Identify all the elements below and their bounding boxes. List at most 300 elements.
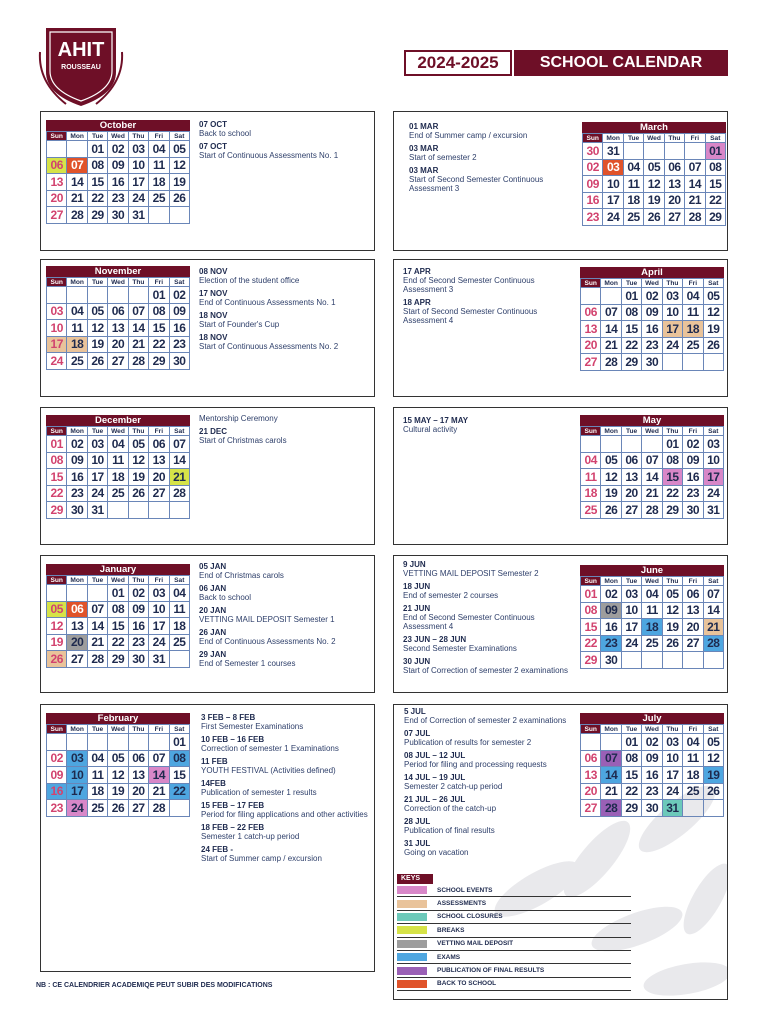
calendar-note <box>403 416 573 434</box>
note-date: 05 JAN <box>199 562 227 571</box>
calendar-note <box>199 414 371 423</box>
day-cell: 06 <box>128 750 148 767</box>
day-cell: 21 <box>703 619 723 636</box>
day-cell: 08 <box>662 452 682 469</box>
note-text: Publication of results for semester 2 <box>404 738 532 747</box>
key-item <box>397 884 631 897</box>
day-cell: 05 <box>87 303 107 320</box>
day-cell: 17 <box>128 174 148 191</box>
weekday-header: Tue <box>87 278 107 287</box>
calendar-note <box>201 713 373 731</box>
weekday-header: Sat <box>169 576 189 585</box>
calendar-note <box>199 289 371 307</box>
day-cell <box>149 734 169 751</box>
day-cell: 14 <box>703 602 723 619</box>
weekday-header: Thu <box>662 725 682 734</box>
note-text: YOUTH FESTIVAL (Activities defined) <box>201 766 336 775</box>
note-date: 20 JAN <box>199 606 227 615</box>
weekday-header: Thu <box>664 134 684 143</box>
day-cell: 27 <box>664 209 684 226</box>
footer-label: NB : <box>36 982 51 989</box>
calendar-note <box>199 628 371 646</box>
note-date: 14 JUL – 19 JUL <box>404 773 466 782</box>
day-cell: 13 <box>67 618 87 635</box>
day-cell: 15 <box>621 321 641 338</box>
weekday-header: Thu <box>662 427 682 436</box>
note-text: Start of Summer camp / excursion <box>201 854 322 863</box>
key-swatch <box>397 886 427 894</box>
day-cell: 25 <box>149 190 169 207</box>
day-cell: 24 <box>703 485 723 502</box>
day-cell: 26 <box>703 337 723 354</box>
day-cell: 01 <box>87 141 107 158</box>
day-cell <box>642 652 662 669</box>
day-cell: 03 <box>662 288 682 305</box>
calendar-may <box>580 415 724 519</box>
calendar-note <box>404 751 576 769</box>
weekday-header: Sun <box>581 725 601 734</box>
weekday-header: Wed <box>642 577 662 586</box>
day-cell: 25 <box>87 800 107 817</box>
day-cell <box>703 652 723 669</box>
weekday-header: Sun <box>581 577 601 586</box>
notes-january <box>199 562 371 672</box>
day-cell <box>87 734 107 751</box>
note-text: End of Summer camp / excursion <box>409 131 528 140</box>
day-cell: 07 <box>642 452 662 469</box>
note-text: End of Continuous Assessments No. 1 <box>199 298 336 307</box>
day-cell: 26 <box>601 502 621 519</box>
day-cell: 27 <box>149 485 169 502</box>
day-cell: 07 <box>601 750 621 767</box>
day-cell: 22 <box>621 783 641 800</box>
weekday-header: Sat <box>169 725 189 734</box>
note-text: End of Second Semester Continuous Assessment 3 <box>403 276 535 294</box>
day-cell: 21 <box>601 337 621 354</box>
day-cell: 18 <box>108 469 128 486</box>
day-cell: 12 <box>644 176 664 193</box>
day-cell: 16 <box>583 192 603 209</box>
day-cell: 27 <box>581 354 601 371</box>
day-cell: 27 <box>621 502 641 519</box>
calendar-note <box>199 120 371 138</box>
weekday-header: Sun <box>47 725 67 734</box>
day-cell: 09 <box>128 601 148 618</box>
calendar-april <box>580 267 724 371</box>
day-cell: 16 <box>108 174 128 191</box>
calendar-note <box>199 267 371 285</box>
day-cell: 01 <box>621 734 641 751</box>
day-cell: 18 <box>683 767 703 784</box>
day-cell: 15 <box>108 618 128 635</box>
day-cell: 08 <box>621 304 641 321</box>
day-cell: 26 <box>47 651 67 668</box>
weekday-header: Sun <box>47 427 67 436</box>
day-cell: 13 <box>581 767 601 784</box>
note-text: Correction of semester 1 Examinations <box>201 744 339 753</box>
day-cell: 02 <box>108 141 128 158</box>
day-cell: 18 <box>169 618 189 635</box>
day-cell: 11 <box>149 157 169 174</box>
key-swatch <box>397 940 427 948</box>
calendar-note <box>199 311 371 329</box>
weekday-header: Thu <box>128 427 148 436</box>
day-cell: 31 <box>128 207 148 224</box>
day-cell: 23 <box>128 634 148 651</box>
note-text: End of Semester 1 courses <box>199 659 296 668</box>
day-cell: 15 <box>662 469 682 486</box>
day-cell: 21 <box>128 336 148 353</box>
key-swatch <box>397 900 427 908</box>
day-cell: 17 <box>67 783 87 800</box>
key-label: EXAMS <box>437 953 461 961</box>
day-cell <box>662 354 682 371</box>
day-cell: 22 <box>621 337 641 354</box>
note-text: End of Second Semester Continuous Assessment 4 <box>403 613 535 631</box>
weekday-header: Thu <box>128 278 148 287</box>
day-cell: 02 <box>128 585 148 602</box>
key-item <box>397 924 631 937</box>
day-cell: 17 <box>87 469 107 486</box>
day-cell: 08 <box>149 303 169 320</box>
note-date: 03 MAR <box>409 144 439 153</box>
day-cell: 12 <box>47 618 67 635</box>
day-cell: 25 <box>169 634 189 651</box>
day-cell: 07 <box>128 303 148 320</box>
day-cell: 10 <box>87 452 107 469</box>
weekday-header: Thu <box>128 576 148 585</box>
day-cell: 07 <box>685 159 705 176</box>
day-cell: 06 <box>47 157 67 174</box>
day-cell <box>47 734 67 751</box>
weekday-header: Wed <box>642 725 662 734</box>
day-cell: 29 <box>621 800 641 817</box>
month-grid <box>46 131 190 224</box>
day-cell <box>581 288 601 305</box>
note-date: 18 FEB – 22 FEB <box>201 823 265 832</box>
day-cell: 13 <box>108 320 128 337</box>
day-cell: 06 <box>581 750 601 767</box>
day-cell: 17 <box>603 192 623 209</box>
day-cell <box>67 734 87 751</box>
day-cell: 22 <box>581 635 601 652</box>
day-cell: 29 <box>581 652 601 669</box>
notes-july <box>404 707 576 861</box>
day-cell <box>149 207 169 224</box>
day-cell: 14 <box>67 174 87 191</box>
day-cell: 09 <box>47 767 67 784</box>
note-text: Mentorship Ceremony <box>199 414 278 423</box>
day-cell: 01 <box>169 734 189 751</box>
day-cell: 06 <box>67 601 87 618</box>
weekday-header: Sat <box>705 134 725 143</box>
day-cell <box>683 354 703 371</box>
day-cell: 03 <box>47 303 67 320</box>
day-cell: 19 <box>662 619 682 636</box>
day-cell: 27 <box>128 800 148 817</box>
month-grid <box>580 576 724 669</box>
key-label: ASSESSMENTS <box>437 900 487 908</box>
note-date: 26 JAN <box>199 628 227 637</box>
day-cell: 28 <box>703 635 723 652</box>
day-cell: 13 <box>149 452 169 469</box>
weekday-header: Wed <box>642 427 662 436</box>
key-swatch <box>397 953 427 961</box>
key-item <box>397 911 631 924</box>
note-date: 07 OCT <box>199 120 228 129</box>
note-text: Back to school <box>199 593 252 602</box>
day-cell: 29 <box>87 207 107 224</box>
weekday-header: Wed <box>644 134 664 143</box>
weekday-header: Tue <box>621 279 641 288</box>
key-swatch <box>397 980 427 988</box>
day-cell: 27 <box>683 635 703 652</box>
day-cell: 16 <box>683 469 703 486</box>
month-name: May <box>580 415 724 426</box>
day-cell: 09 <box>601 602 621 619</box>
day-cell: 14 <box>601 767 621 784</box>
day-cell: 29 <box>662 502 682 519</box>
note-date: 15 MAY – 17 MAY <box>403 416 469 425</box>
key-item <box>397 978 631 991</box>
note-date: 23 JUN – 28 JUN <box>403 635 467 644</box>
weekday-header: Fri <box>149 278 169 287</box>
month-grid <box>580 278 724 371</box>
month-name: December <box>46 415 190 426</box>
day-cell: 12 <box>703 750 723 767</box>
weekday-header: Tue <box>621 725 641 734</box>
day-cell: 11 <box>683 304 703 321</box>
day-cell: 15 <box>705 176 725 193</box>
calendar-note <box>403 635 573 653</box>
day-cell: 19 <box>703 767 723 784</box>
key-label: BACK TO SCHOOL <box>437 980 497 988</box>
day-cell: 22 <box>108 634 128 651</box>
day-cell <box>662 652 682 669</box>
calendar-note <box>199 333 371 351</box>
day-cell: 05 <box>108 750 128 767</box>
calendar-note <box>199 650 371 668</box>
note-date: 17 NOV <box>199 289 228 298</box>
weekday-header: Fri <box>683 427 703 436</box>
day-cell: 20 <box>128 783 148 800</box>
day-cell: 11 <box>581 469 601 486</box>
day-cell: 19 <box>169 174 189 191</box>
day-cell: 17 <box>662 321 682 338</box>
calendar-february <box>46 713 190 817</box>
day-cell: 29 <box>47 502 67 519</box>
day-cell: 14 <box>642 469 662 486</box>
day-cell: 31 <box>703 502 723 519</box>
weekday-header: Mon <box>67 427 87 436</box>
calendar-note <box>403 582 573 600</box>
day-cell <box>169 800 189 817</box>
day-cell: 10 <box>621 602 641 619</box>
note-date: 3 FEB – 8 FEB <box>201 713 256 722</box>
day-cell: 05 <box>169 141 189 158</box>
day-cell: 03 <box>603 159 623 176</box>
day-cell: 06 <box>683 586 703 603</box>
day-cell: 20 <box>621 485 641 502</box>
day-cell: 26 <box>108 800 128 817</box>
day-cell: 19 <box>703 321 723 338</box>
day-cell: 08 <box>108 601 128 618</box>
day-cell: 16 <box>169 320 189 337</box>
note-text: Second Semester Examinations <box>403 644 517 653</box>
calendar-note <box>404 729 576 747</box>
weekday-header: Tue <box>87 576 107 585</box>
day-cell: 06 <box>664 159 684 176</box>
day-cell: 06 <box>108 303 128 320</box>
day-cell: 19 <box>108 783 128 800</box>
day-cell: 26 <box>128 485 148 502</box>
day-cell: 30 <box>601 652 621 669</box>
month-name: November <box>46 266 190 277</box>
weekday-header: Sun <box>47 576 67 585</box>
day-cell <box>581 734 601 751</box>
day-cell: 07 <box>87 601 107 618</box>
day-cell: 02 <box>601 586 621 603</box>
calendar-note <box>201 735 373 753</box>
day-cell: 26 <box>87 353 107 370</box>
day-cell <box>664 143 684 160</box>
weekday-header: Tue <box>621 427 641 436</box>
day-cell: 09 <box>583 176 603 193</box>
note-text: First Semester Examinations <box>201 722 304 731</box>
day-cell: 04 <box>169 585 189 602</box>
keys-title: KEYS <box>397 874 433 884</box>
day-cell: 12 <box>87 320 107 337</box>
weekday-header: Fri <box>149 132 169 141</box>
weekday-header: Sat <box>703 725 723 734</box>
day-cell: 04 <box>683 734 703 751</box>
day-cell: 04 <box>87 750 107 767</box>
calendar-december <box>46 415 190 519</box>
day-cell <box>601 734 621 751</box>
day-cell: 23 <box>169 336 189 353</box>
day-cell <box>128 734 148 751</box>
month-grid <box>580 426 724 519</box>
day-cell: 31 <box>603 143 623 160</box>
day-cell: 09 <box>67 452 87 469</box>
calendar-note <box>404 795 576 813</box>
day-cell: 29 <box>705 209 725 226</box>
note-text: Publication of semester 1 results <box>201 788 317 797</box>
day-cell: 08 <box>87 157 107 174</box>
weekday-header: Sat <box>169 278 189 287</box>
day-cell: 28 <box>128 353 148 370</box>
key-label: BREAKS <box>437 926 465 934</box>
note-text: Going on vacation <box>404 848 469 857</box>
note-text: End of semester 2 courses <box>403 591 499 600</box>
day-cell: 03 <box>87 436 107 453</box>
day-cell: 20 <box>108 336 128 353</box>
day-cell: 21 <box>642 485 662 502</box>
note-date: 03 MAR <box>409 166 439 175</box>
day-cell: 24 <box>128 190 148 207</box>
day-cell: 11 <box>623 176 643 193</box>
day-cell: 07 <box>703 586 723 603</box>
day-cell: 24 <box>87 485 107 502</box>
day-cell: 07 <box>149 750 169 767</box>
day-cell: 14 <box>87 618 107 635</box>
day-cell: 19 <box>87 336 107 353</box>
day-cell: 15 <box>47 469 67 486</box>
day-cell: 14 <box>601 321 621 338</box>
day-cell: 17 <box>703 469 723 486</box>
day-cell: 23 <box>683 485 703 502</box>
day-cell: 05 <box>601 452 621 469</box>
day-cell: 17 <box>149 618 169 635</box>
day-cell: 01 <box>621 288 641 305</box>
calendar-note <box>404 773 576 791</box>
day-cell: 18 <box>149 174 169 191</box>
calendar-note <box>199 606 371 624</box>
key-swatch <box>397 926 427 934</box>
weekday-header: Mon <box>67 278 87 287</box>
day-cell: 02 <box>47 750 67 767</box>
day-cell: 04 <box>67 303 87 320</box>
day-cell: 20 <box>664 192 684 209</box>
day-cell: 20 <box>47 190 67 207</box>
note-date: 28 JUL <box>404 817 431 826</box>
day-cell: 11 <box>67 320 87 337</box>
notes-june <box>403 560 573 679</box>
day-cell: 16 <box>67 469 87 486</box>
day-cell: 24 <box>662 337 682 354</box>
weekday-header: Sat <box>703 279 723 288</box>
day-cell: 26 <box>662 635 682 652</box>
calendar-note <box>403 657 573 675</box>
day-cell <box>108 502 128 519</box>
day-cell: 30 <box>67 502 87 519</box>
day-cell: 08 <box>705 159 725 176</box>
month-name: February <box>46 713 190 724</box>
day-cell: 25 <box>683 337 703 354</box>
month-name: April <box>580 267 724 278</box>
day-cell: 29 <box>108 651 128 668</box>
key-swatch <box>397 913 427 921</box>
day-cell: 25 <box>623 209 643 226</box>
day-cell: 27 <box>67 651 87 668</box>
note-date: 21 JUN <box>403 604 431 613</box>
keys-legend <box>397 874 631 991</box>
weekday-header: Tue <box>87 132 107 141</box>
weekday-header: Mon <box>67 132 87 141</box>
day-cell <box>67 287 87 304</box>
day-cell: 25 <box>642 635 662 652</box>
day-cell: 04 <box>581 452 601 469</box>
day-cell: 05 <box>128 436 148 453</box>
day-cell: 19 <box>601 485 621 502</box>
day-cell: 15 <box>169 767 189 784</box>
note-text: Publication of final results <box>404 826 495 835</box>
note-date: 18 NOV <box>199 311 228 320</box>
key-label: VETTING MAIL DEPOSIT <box>437 940 514 948</box>
day-cell: 13 <box>664 176 684 193</box>
day-cell: 26 <box>703 783 723 800</box>
day-cell: 15 <box>581 619 601 636</box>
note-date: 18 JUN <box>403 582 431 591</box>
note-date: 21 JUL – 26 JUL <box>404 795 466 804</box>
day-cell: 12 <box>169 157 189 174</box>
day-cell: 06 <box>149 436 169 453</box>
day-cell: 15 <box>621 767 641 784</box>
day-cell: 03 <box>128 141 148 158</box>
day-cell <box>47 141 67 158</box>
day-cell: 24 <box>662 783 682 800</box>
calendar-note <box>199 142 371 160</box>
